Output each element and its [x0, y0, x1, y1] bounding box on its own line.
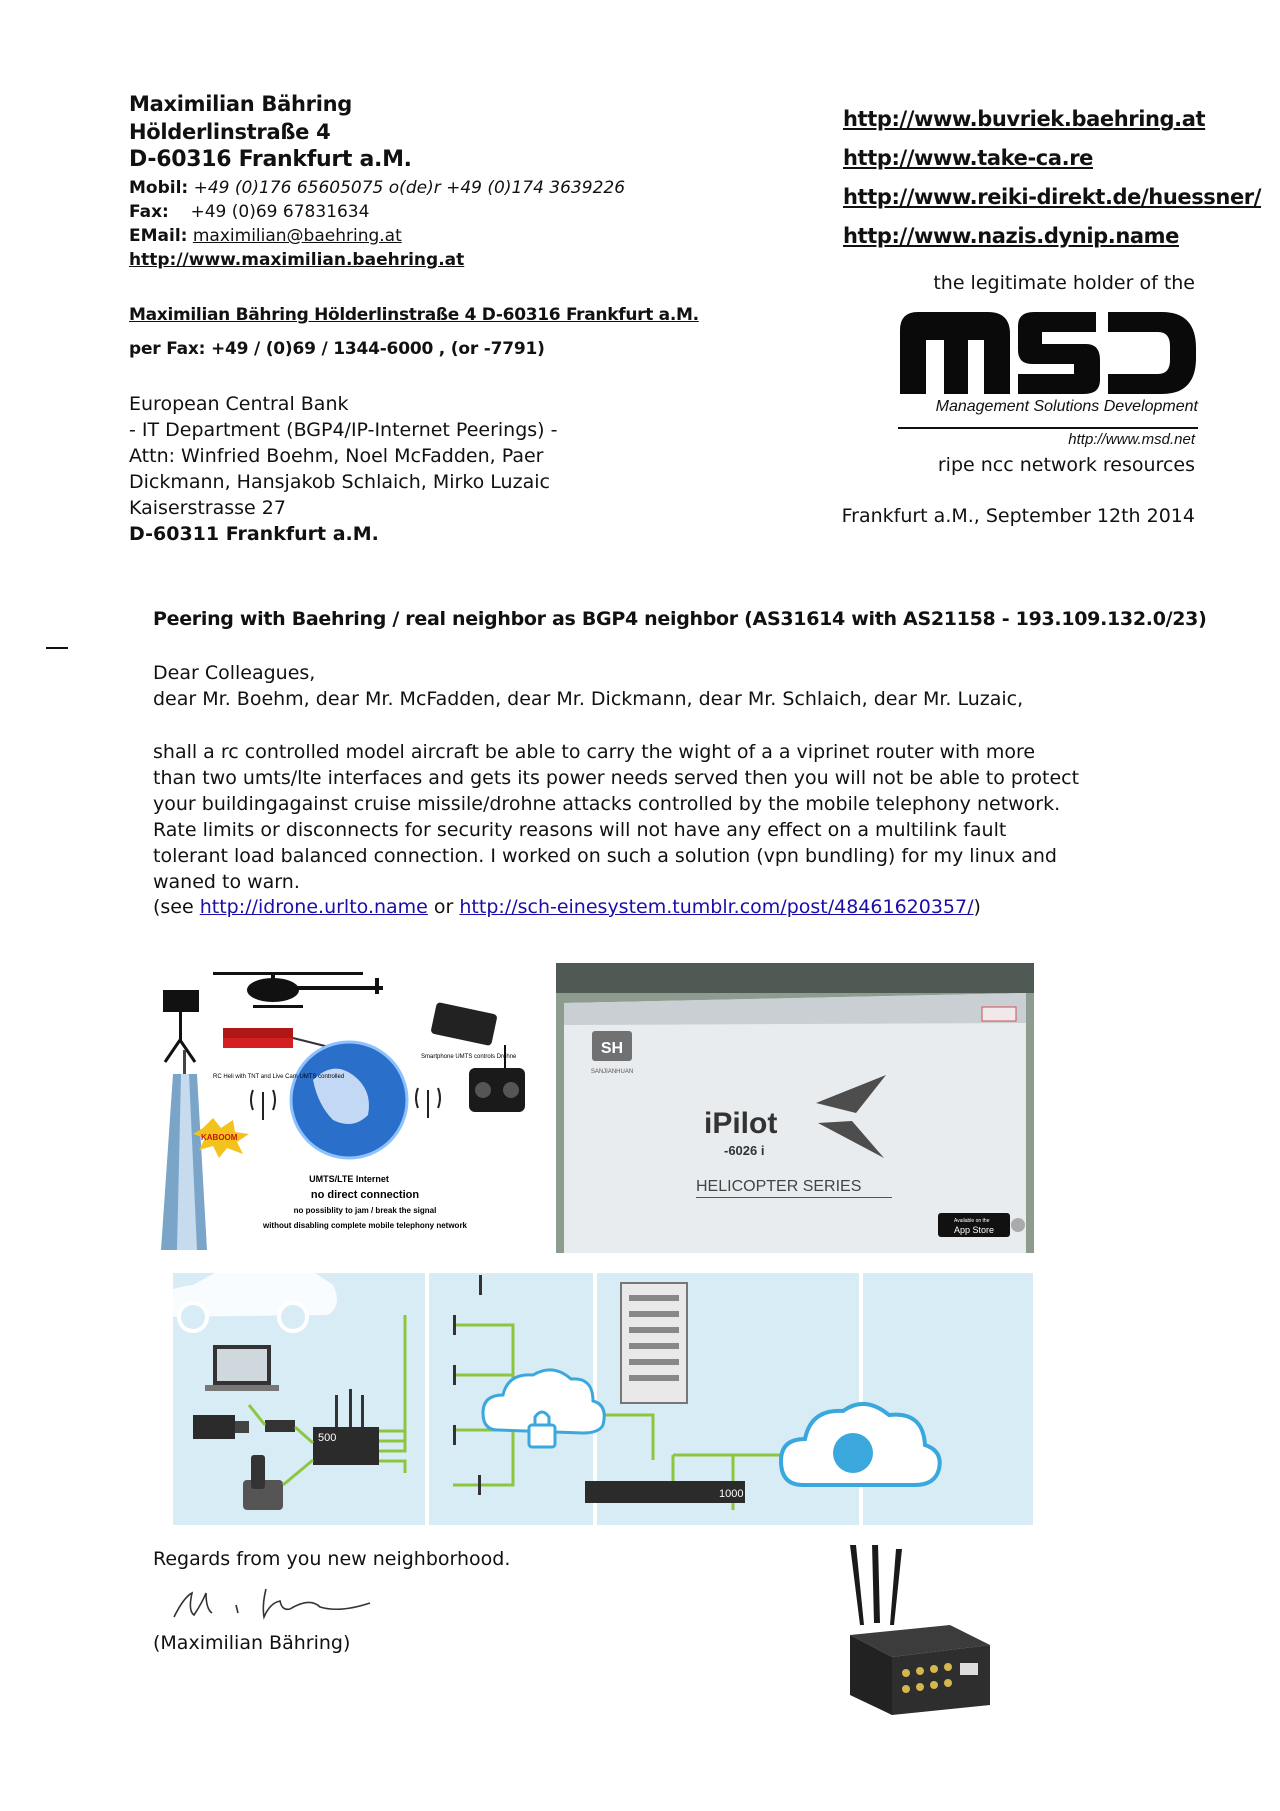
salutation-line: Dear Colleagues, [153, 662, 316, 684]
product-model: -6026 i [724, 1143, 765, 1158]
router-label: 500 [318, 1432, 337, 1444]
switch-icon [265, 1420, 295, 1432]
smartphone-label: Smartphone UMTS controls Drohne [421, 1054, 517, 1060]
brand-mark-icon: SH [600, 1040, 624, 1057]
email-label: EMail: [129, 226, 188, 246]
link-nazis[interactable]: http://www.nazis.dynip.name [843, 224, 1179, 248]
brand-label: SANJIANHUAN [590, 1069, 634, 1075]
appliance-label: 1000 [719, 1488, 744, 1500]
ipilot-box-photo [556, 963, 1034, 1253]
sender-contact [129, 176, 625, 272]
letter-subject: Peering with Baehring / real neighbor as BGP4 neighbor (AS31614 with AS21158 - 193.109.132.0/23) [153, 608, 1207, 630]
website-link[interactable]: http://www.maximilian.baehring.at [129, 250, 465, 270]
letter-body: shall a rc controlled model aircraft be able to carry the wight of a a viprinet router with more than two umts/lte interfaces and gets its power needs served then you will not be able to protect your buildingagainst cruise missile/drohne attacks controlled by the mobile telephony network. Rate limits or disconnects for security reasons will not have any effect on a multilink fault tolerant load balanced connection. I worked on such a solution (vpn bundling) for my linux and waned to warn. [153, 741, 1080, 893]
fax-value: +49 (0)69 67831634 [190, 202, 370, 222]
link-take-care[interactable]: http://www.take-ca.re [843, 146, 1093, 170]
kaboom-text: KABOOM [201, 1133, 238, 1142]
mobil-alt: o(de)r +49 (0)174 3639226 [388, 178, 626, 198]
salutation-line: dear Mr. Boehm, dear Mr. McFadden, dear Mr. Dickmann, dear Mr. Schlaich, dear Mr. Luzaic, [153, 688, 1024, 710]
header-links [843, 100, 1261, 256]
skyscraper-icon [161, 1050, 207, 1250]
helicopter-icon [213, 972, 383, 1008]
smartphone-icon [430, 1002, 497, 1046]
recipient-line: Dickmann, Hansjakob Schlaich, Mirko Luzaic [129, 471, 550, 493]
signature-name: (Maximilian Bähring) [153, 1632, 351, 1654]
drone-attack-diagram [153, 950, 537, 1270]
return-address-line: Maximilian Bähring Hölderlinstraße 4 D-60316 Frankfurt a.M. [129, 305, 699, 325]
closing-line: Regards from you new neighborhood. [153, 1548, 511, 1570]
email-link[interactable]: maximilian@baehring.at [192, 226, 402, 246]
ripe-text: ripe ncc network resources [937, 454, 1195, 476]
msd-url[interactable]: http://www.msd.net [1068, 431, 1195, 448]
series-label: HELICOPTER SERIES [696, 1178, 862, 1195]
signature-image [170, 1583, 380, 1625]
see-prefix: (see [153, 896, 200, 918]
see-links [153, 896, 981, 918]
appstore-small: Available on the [954, 1218, 990, 1224]
recipient-line: Attn: Winfried Boehm, Noel McFadden, Paer [129, 445, 544, 467]
per-fax-line: per Fax: +49 / (0)69 / 1344-6000 , (or -7791) [129, 339, 545, 359]
logo-divider [898, 427, 1198, 429]
network-diagram [153, 1255, 1033, 1525]
no-direct-label: no direct connection [310, 1189, 420, 1201]
msd-logo [900, 312, 1196, 394]
no-jam-label: no possiblity to jam / break the signal [293, 1206, 437, 1215]
heli-label: RC Heli with TNT and Live Cam UMTS controlled [213, 1074, 345, 1080]
laptop-icon [205, 1345, 279, 1391]
camera-icon [163, 990, 199, 1062]
logo-subtitle: Management Solutions Development [935, 398, 1198, 415]
recipient-line: European Central Bank [129, 393, 349, 415]
tnt-icon [223, 1028, 333, 1048]
internet-label: UMTS/LTE Internet [309, 1174, 389, 1184]
idrone-link[interactable]: http://idrone.urlto.name [199, 896, 428, 918]
without-label: without disabling complete mobile telephony network [262, 1221, 468, 1230]
recipient-line: Kaiserstrasse 27 [129, 497, 286, 519]
mobil-label: Mobil: [129, 178, 189, 198]
globe-icon [833, 1433, 873, 1473]
sender-name: Maximilian Bähring [129, 92, 352, 116]
mobil-value: +49 (0)176 65605075 [193, 178, 384, 198]
fax-label: Fax: [129, 202, 169, 222]
tumblr-link[interactable]: http://sch-einesystem.tumblr.com/post/48461620357/ [459, 896, 974, 918]
appstore-badge: App Store [954, 1225, 995, 1235]
sender-address [129, 90, 412, 174]
fold-mark [46, 647, 68, 649]
see-suffix: ) [973, 896, 981, 918]
salutation [153, 660, 1023, 712]
viprinet-router-photo [840, 1545, 1000, 1715]
link-buvriek[interactable]: http://www.buvriek.baehring.at [843, 107, 1206, 131]
link-reiki[interactable]: http://www.reiki-direkt.de/huessner/ [843, 185, 1262, 209]
server-rack-icon [621, 1283, 687, 1403]
recipient-address [129, 391, 589, 547]
recipient-city: D-60311 Frankfurt a.M. [129, 523, 379, 545]
letter-date: Frankfurt a.M., September 12th 2014 [841, 505, 1195, 527]
recipient-line: - IT Department (BGP4/IP-Internet Peerings) - [129, 419, 558, 441]
sender-city: D-60316 Frankfurt a.M. [129, 147, 412, 172]
sender-street: Hölderlinstraße 4 [129, 120, 331, 144]
see-middle: or [427, 896, 460, 918]
globe-icon [291, 1042, 407, 1158]
product-name: iPilot [704, 1107, 778, 1140]
holder-text: the legitimate holder of the [933, 272, 1195, 294]
